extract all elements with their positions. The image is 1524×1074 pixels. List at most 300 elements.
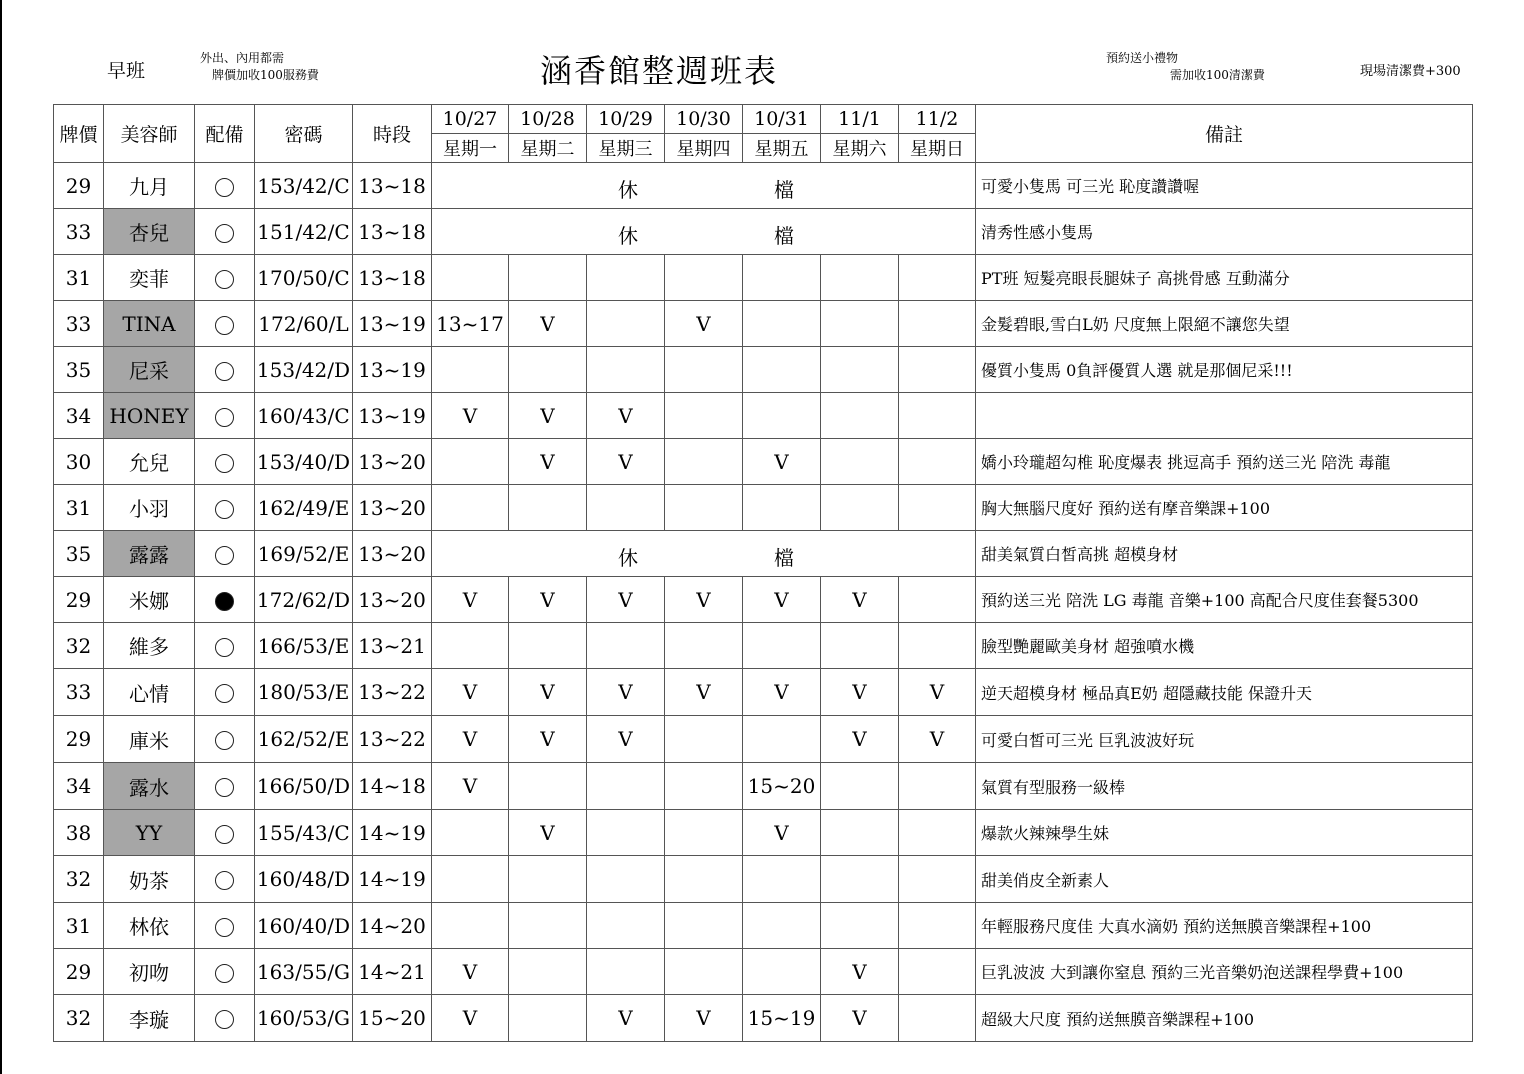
- equip-cell: [195, 995, 255, 1042]
- equip-cell: [195, 763, 255, 810]
- day-cell: [821, 810, 899, 856]
- empty-circle-icon: [215, 918, 234, 937]
- equip-cell: [195, 485, 255, 531]
- day-cell: [665, 716, 743, 763]
- password-cell: 169/52/E: [255, 531, 353, 577]
- table-row: [54, 209, 1473, 255]
- day-cell: [509, 903, 587, 949]
- price-cell: 34: [54, 763, 104, 810]
- day-cell: V: [432, 393, 509, 439]
- beautician-name: 奶茶: [104, 856, 195, 903]
- day-cell: [587, 255, 665, 301]
- day-cell: [899, 995, 976, 1042]
- col-header-password: 密碼: [255, 105, 353, 163]
- password-cell: 166/50/D: [255, 763, 353, 810]
- hours-cell: 14~18: [353, 763, 432, 810]
- empty-circle-icon: [215, 638, 234, 657]
- hours-cell: 14~21: [353, 949, 432, 995]
- table-row: [54, 995, 1473, 1042]
- day-cell: [821, 763, 899, 810]
- day-cell: V: [743, 669, 821, 716]
- password-cell: 153/42/C: [255, 163, 353, 209]
- note-cell: PT班 短髮亮眼長腿妹子 高挑骨感 互動滿分: [976, 255, 1473, 301]
- beautician-name: 李璇: [104, 995, 195, 1042]
- hours-cell: 13~19: [353, 347, 432, 393]
- price-cell: 35: [54, 531, 104, 577]
- equip-cell: [195, 163, 255, 209]
- beautician-name: HONEY: [104, 393, 195, 439]
- empty-circle-icon: [215, 362, 234, 381]
- day-cell: [509, 995, 587, 1042]
- password-cell: 162/49/E: [255, 485, 353, 531]
- price-cell: 34: [54, 393, 104, 439]
- equip-cell: [195, 209, 255, 255]
- col-header-date: 10/29: [587, 105, 665, 134]
- col-header-beautician: 美容師: [104, 105, 195, 163]
- equip-cell: [195, 856, 255, 903]
- table-row: [54, 163, 1473, 209]
- beautician-name: 米娜: [104, 577, 195, 623]
- day-cell: V: [821, 995, 899, 1042]
- beautician-name: TINA: [104, 301, 195, 347]
- price-cell: 32: [54, 995, 104, 1042]
- day-cell: V: [509, 716, 587, 763]
- day-cell: V: [587, 995, 665, 1042]
- beautician-name: 維多: [104, 623, 195, 669]
- note-cell: 可愛白皙可三光 巨乳波波好玩: [976, 716, 1473, 763]
- day-cell: [432, 623, 509, 669]
- hours-cell: 13~21: [353, 623, 432, 669]
- day-cell: [899, 393, 976, 439]
- price-cell: 29: [54, 163, 104, 209]
- beautician-name: 杏兒: [104, 209, 195, 255]
- password-cell: 162/52/E: [255, 716, 353, 763]
- day-cell: [743, 485, 821, 531]
- rest-label: 休: [618, 546, 638, 570]
- hours-cell: 13~20: [353, 577, 432, 623]
- day-cell: [432, 856, 509, 903]
- price-cell: 38: [54, 810, 104, 856]
- day-cell: V: [821, 577, 899, 623]
- day-cell: [587, 623, 665, 669]
- day-cell: [587, 301, 665, 347]
- col-header-weekday: 星期二: [509, 134, 587, 163]
- day-cell: V: [509, 393, 587, 439]
- day-cell: [665, 763, 743, 810]
- table-row: [54, 810, 1473, 856]
- equip-cell: [195, 439, 255, 485]
- day-cell: [899, 810, 976, 856]
- note-cell: 可愛小隻馬 可三光 恥度讚讚喔: [976, 163, 1473, 209]
- equip-cell: [195, 531, 255, 577]
- day-cell: V: [432, 716, 509, 763]
- empty-circle-icon: [215, 224, 234, 243]
- day-cell: [509, 485, 587, 531]
- col-header-date: 10/31: [743, 105, 821, 134]
- password-cell: 166/53/E: [255, 623, 353, 669]
- day-cell: V: [665, 669, 743, 716]
- beautician-name: 心情: [104, 669, 195, 716]
- beautician-name: 林依: [104, 903, 195, 949]
- day-cell: V: [587, 393, 665, 439]
- hours-cell: 15~20: [353, 995, 432, 1042]
- schedule-table: [53, 104, 1473, 1042]
- table-row: [54, 255, 1473, 301]
- note-cell: 巨乳波波 大到讓你窒息 預約三光音樂奶泡送課程學費+100: [976, 949, 1473, 995]
- col-header-weekday: 星期一: [432, 134, 509, 163]
- beautician-name: 庫米: [104, 716, 195, 763]
- rest-label: 檔: [774, 224, 794, 248]
- note-cell: 甜美俏皮全新素人: [976, 856, 1473, 903]
- hours-cell: 13~18: [353, 255, 432, 301]
- price-cell: 33: [54, 209, 104, 255]
- day-cell: V: [743, 810, 821, 856]
- day-cell: V: [509, 439, 587, 485]
- price-cell: 29: [54, 716, 104, 763]
- day-cell: [821, 393, 899, 439]
- password-cell: 160/43/C: [255, 393, 353, 439]
- day-cell: [743, 949, 821, 995]
- beautician-name: 露水: [104, 763, 195, 810]
- day-cell: [821, 347, 899, 393]
- day-cell: [587, 903, 665, 949]
- empty-circle-icon: [215, 546, 234, 565]
- day-cell: V: [432, 763, 509, 810]
- price-cell: 29: [54, 949, 104, 995]
- day-cell: [509, 763, 587, 810]
- empty-circle-icon: [215, 454, 234, 473]
- day-cell: [821, 301, 899, 347]
- empty-circle-icon: [215, 825, 234, 844]
- equip-cell: [195, 577, 255, 623]
- password-cell: 172/60/L: [255, 301, 353, 347]
- password-cell: 155/43/C: [255, 810, 353, 856]
- rest-label: 休: [618, 224, 638, 248]
- price-cell: 30: [54, 439, 104, 485]
- equip-cell: [195, 903, 255, 949]
- day-cell: V: [899, 716, 976, 763]
- day-cell: [665, 810, 743, 856]
- day-cell: [432, 810, 509, 856]
- day-cell: [899, 347, 976, 393]
- day-cell: 13~17: [432, 301, 509, 347]
- day-cell: [509, 949, 587, 995]
- day-cell: [665, 903, 743, 949]
- col-header-weekday: 星期三: [587, 134, 665, 163]
- reservation-note-line: 預約送小禮物: [1106, 51, 1179, 65]
- price-cell: 33: [54, 301, 104, 347]
- price-cell: 32: [54, 856, 104, 903]
- password-cell: 180/53/E: [255, 669, 353, 716]
- day-cell: V: [587, 716, 665, 763]
- password-cell: 153/42/D: [255, 347, 353, 393]
- shift-label: 早班: [107, 60, 146, 82]
- day-cell: [587, 856, 665, 903]
- day-cell: [899, 485, 976, 531]
- col-header-weekday: 星期五: [743, 134, 821, 163]
- day-cell: [665, 255, 743, 301]
- reservation-note-line: 需加收100清潔費: [1170, 68, 1265, 82]
- day-cell: V: [821, 716, 899, 763]
- empty-circle-icon: [215, 178, 234, 197]
- password-cell: 163/55/G: [255, 949, 353, 995]
- table-row: [54, 903, 1473, 949]
- day-cell: 15~19: [743, 995, 821, 1042]
- empty-circle-icon: [215, 1010, 234, 1029]
- day-cell: V: [743, 439, 821, 485]
- hours-cell: 13~20: [353, 485, 432, 531]
- rest-cell: [432, 163, 976, 209]
- day-cell: [743, 716, 821, 763]
- day-cell: [743, 903, 821, 949]
- day-cell: [587, 949, 665, 995]
- note-cell: 年輕服務尺度佳 大真水滴奶 預約送無膜音樂課程+100: [976, 903, 1473, 949]
- table-row: [54, 347, 1473, 393]
- day-cell: [432, 347, 509, 393]
- equip-cell: [195, 393, 255, 439]
- day-cell: V: [509, 301, 587, 347]
- table-row: [54, 485, 1473, 531]
- day-cell: [509, 255, 587, 301]
- table-row: [54, 439, 1473, 485]
- col-header-date: 10/28: [509, 105, 587, 134]
- empty-circle-icon: [215, 270, 234, 289]
- day-cell: [899, 255, 976, 301]
- schedule-body: [54, 163, 1473, 1042]
- day-cell: [587, 485, 665, 531]
- day-cell: [665, 347, 743, 393]
- reservation-note: [1106, 50, 1265, 84]
- note-cell: 超級大尺度 預約送無膜音樂課程+100: [976, 995, 1473, 1042]
- hours-cell: 14~19: [353, 810, 432, 856]
- table-row: [54, 577, 1473, 623]
- rest-label: 檔: [774, 178, 794, 202]
- day-cell: V: [665, 301, 743, 347]
- hours-cell: 13~22: [353, 669, 432, 716]
- day-cell: [587, 763, 665, 810]
- equip-cell: [195, 810, 255, 856]
- empty-circle-icon: [215, 731, 234, 750]
- day-cell: V: [432, 995, 509, 1042]
- equip-cell: [195, 716, 255, 763]
- day-cell: [432, 485, 509, 531]
- beautician-name: 小羽: [104, 485, 195, 531]
- day-cell: 15~20: [743, 763, 821, 810]
- col-header-date: 10/27: [432, 105, 509, 134]
- day-cell: V: [432, 669, 509, 716]
- day-cell: [899, 623, 976, 669]
- password-cell: 160/53/G: [255, 995, 353, 1042]
- day-cell: [587, 810, 665, 856]
- price-cell: 31: [54, 255, 104, 301]
- col-header-equip: 配備: [195, 105, 255, 163]
- note-cell: 預約送三光 陪洗 LG 毒龍 音樂+100 高配合尺度佳套餐5300: [976, 577, 1473, 623]
- hours-cell: 14~20: [353, 903, 432, 949]
- hours-cell: 13~19: [353, 393, 432, 439]
- equip-cell: [195, 347, 255, 393]
- rest-cell: [432, 209, 976, 255]
- surcharge-note-line: 外出、內用都需: [200, 51, 285, 65]
- note-cell: 清秀性感小隻馬: [976, 209, 1473, 255]
- day-cell: [821, 255, 899, 301]
- rest-cell: [432, 531, 976, 577]
- page-title: 涵香館整週班表: [540, 52, 779, 90]
- equip-cell: [195, 669, 255, 716]
- day-cell: [665, 485, 743, 531]
- hours-cell: 13~20: [353, 439, 432, 485]
- price-cell: 31: [54, 903, 104, 949]
- day-cell: [899, 301, 976, 347]
- day-cell: V: [509, 669, 587, 716]
- price-cell: 29: [54, 577, 104, 623]
- hours-cell: 13~22: [353, 716, 432, 763]
- day-cell: [743, 301, 821, 347]
- password-cell: 153/40/D: [255, 439, 353, 485]
- table-row: [54, 949, 1473, 995]
- table-row: [54, 531, 1473, 577]
- day-cell: V: [432, 949, 509, 995]
- day-cell: [665, 623, 743, 669]
- onsite-fee-note: 現場清潔費+300: [1360, 64, 1461, 79]
- equip-cell: [195, 255, 255, 301]
- table-row: [54, 763, 1473, 810]
- note-cell: 臉型艷麗歐美身材 超強噴水機: [976, 623, 1473, 669]
- day-cell: V: [665, 995, 743, 1042]
- price-cell: 32: [54, 623, 104, 669]
- surcharge-note-line: 牌價加收100服務費: [212, 68, 319, 82]
- col-header-weekday: 星期四: [665, 134, 743, 163]
- note-cell: 嬌小玲瓏超勾椎 恥度爆表 挑逗高手 預約送三光 陪洗 毒龍: [976, 439, 1473, 485]
- day-cell: V: [587, 669, 665, 716]
- table-row: [54, 301, 1473, 347]
- day-cell: [432, 255, 509, 301]
- day-cell: [899, 949, 976, 995]
- day-cell: V: [665, 577, 743, 623]
- hours-cell: 13~19: [353, 301, 432, 347]
- beautician-name: 九月: [104, 163, 195, 209]
- page-border: [0, 0, 2, 1074]
- day-cell: [743, 393, 821, 439]
- empty-circle-icon: [215, 778, 234, 797]
- day-cell: V: [509, 810, 587, 856]
- note-cell: 逆天超模身材 極品真E奶 超隱藏技能 保證升天: [976, 669, 1473, 716]
- beautician-name: YY: [104, 810, 195, 856]
- note-cell: 優質小隻馬 0負評優質人選 就是那個尼采!!!: [976, 347, 1473, 393]
- day-cell: [899, 763, 976, 810]
- password-cell: 172/62/D: [255, 577, 353, 623]
- day-cell: [665, 949, 743, 995]
- empty-circle-icon: [215, 964, 234, 983]
- empty-circle-icon: [215, 500, 234, 519]
- filled-circle-icon: [215, 592, 234, 611]
- price-cell: 31: [54, 485, 104, 531]
- beautician-name: 奕菲: [104, 255, 195, 301]
- col-header-weekday: 星期六: [821, 134, 899, 163]
- equip-cell: [195, 623, 255, 669]
- day-cell: [509, 623, 587, 669]
- hours-cell: 14~19: [353, 856, 432, 903]
- day-cell: [587, 347, 665, 393]
- price-cell: 35: [54, 347, 104, 393]
- table-row: [54, 716, 1473, 763]
- day-cell: [899, 903, 976, 949]
- note-cell: 甜美氣質白皙高挑 超模身材: [976, 531, 1473, 577]
- day-cell: [899, 439, 976, 485]
- day-cell: [743, 856, 821, 903]
- col-header-weekday: 星期日: [899, 134, 976, 163]
- beautician-name: 露露: [104, 531, 195, 577]
- day-cell: [821, 856, 899, 903]
- day-cell: V: [743, 577, 821, 623]
- day-cell: [899, 577, 976, 623]
- empty-circle-icon: [215, 316, 234, 335]
- table-row: [54, 669, 1473, 716]
- day-cell: V: [432, 577, 509, 623]
- hours-cell: 13~18: [353, 163, 432, 209]
- note-cell: 爆款火辣辣學生妹: [976, 810, 1473, 856]
- day-cell: [821, 485, 899, 531]
- day-cell: [743, 255, 821, 301]
- day-cell: V: [587, 577, 665, 623]
- password-cell: 160/40/D: [255, 903, 353, 949]
- rest-label: 休: [618, 178, 638, 202]
- day-cell: V: [899, 669, 976, 716]
- col-header-date: 11/2: [899, 105, 976, 134]
- empty-circle-icon: [215, 684, 234, 703]
- day-cell: [432, 903, 509, 949]
- col-header-date: 11/1: [821, 105, 899, 134]
- equip-cell: [195, 301, 255, 347]
- table-row: [54, 623, 1473, 669]
- hours-cell: 13~20: [353, 531, 432, 577]
- empty-circle-icon: [215, 408, 234, 427]
- beautician-name: 初吻: [104, 949, 195, 995]
- price-cell: 33: [54, 669, 104, 716]
- beautician-name: 允兒: [104, 439, 195, 485]
- hours-cell: 13~18: [353, 209, 432, 255]
- surcharge-note: [200, 50, 319, 84]
- note-cell: 胸大無腦尺度好 預約送有摩音樂課+100: [976, 485, 1473, 531]
- note-cell: 金髮碧眼,雪白L奶 尺度無上限絕不讓您失望: [976, 301, 1473, 347]
- table-row: [54, 393, 1473, 439]
- day-cell: V: [509, 577, 587, 623]
- rest-label: 檔: [774, 546, 794, 570]
- password-cell: 170/50/C: [255, 255, 353, 301]
- day-cell: [509, 347, 587, 393]
- password-cell: 151/42/C: [255, 209, 353, 255]
- day-cell: [821, 623, 899, 669]
- day-cell: [509, 856, 587, 903]
- day-cell: V: [821, 949, 899, 995]
- password-cell: 160/48/D: [255, 856, 353, 903]
- table-row: [54, 856, 1473, 903]
- day-cell: [821, 439, 899, 485]
- note-cell: [976, 393, 1473, 439]
- day-cell: [821, 903, 899, 949]
- day-cell: V: [587, 439, 665, 485]
- day-cell: [743, 623, 821, 669]
- col-header-notes: 備註: [976, 105, 1473, 163]
- beautician-name: 尼采: [104, 347, 195, 393]
- day-cell: [665, 856, 743, 903]
- empty-circle-icon: [215, 871, 234, 890]
- equip-cell: [195, 949, 255, 995]
- day-cell: [665, 439, 743, 485]
- col-header-price: 牌價: [54, 105, 104, 163]
- day-cell: [665, 393, 743, 439]
- day-cell: V: [821, 669, 899, 716]
- col-header-date: 10/30: [665, 105, 743, 134]
